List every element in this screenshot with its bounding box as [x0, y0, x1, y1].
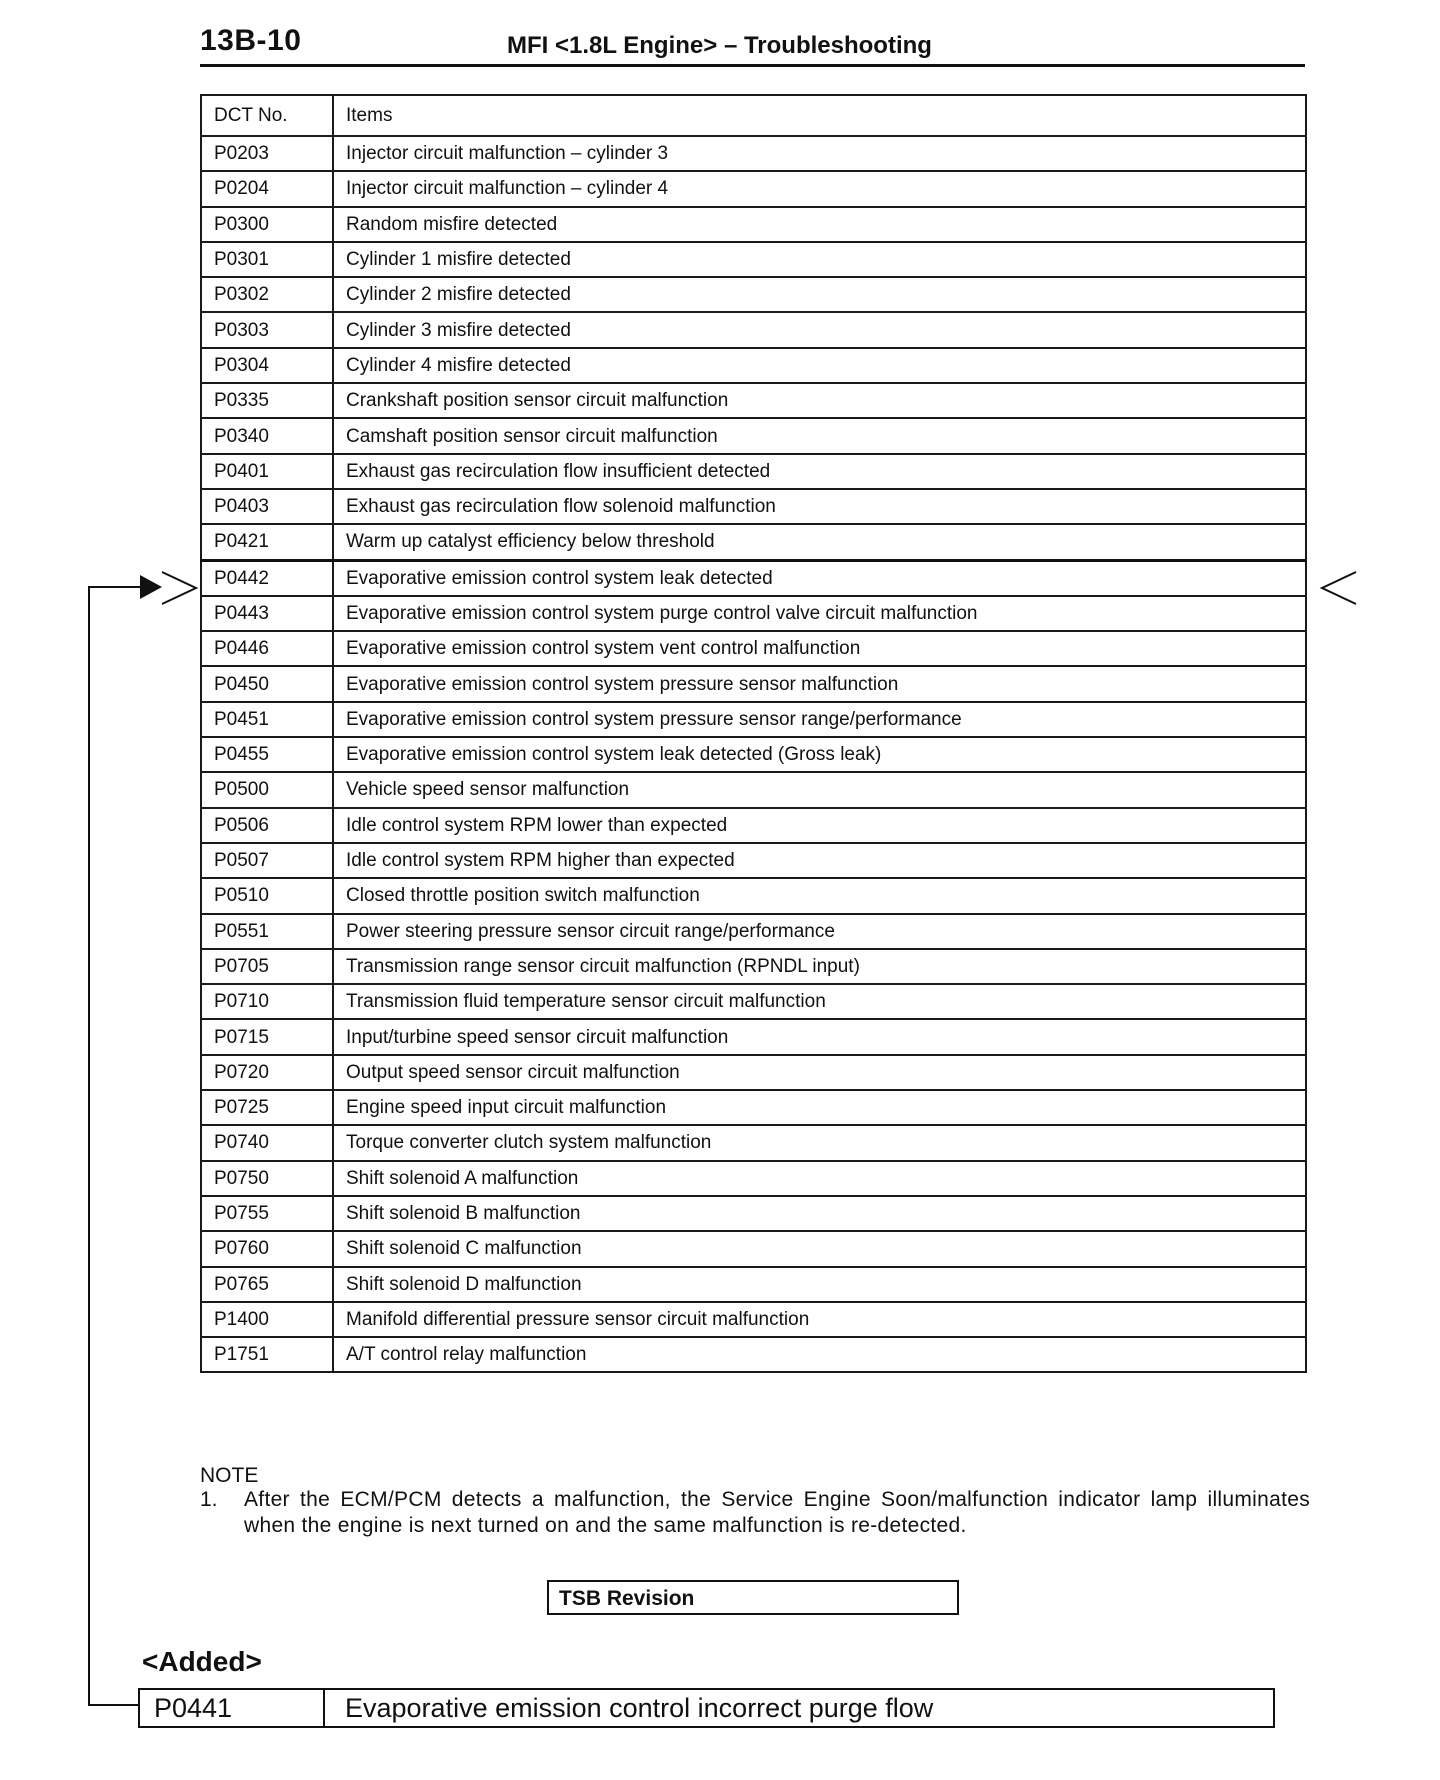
dtc-item: Evaporative emission control system pressure sensor malfunction — [333, 666, 1306, 701]
dtc-item: Evaporative emission control system leak detected — [333, 560, 1306, 596]
dtc-item: Exhaust gas recirculation flow solenoid malfunction — [333, 489, 1306, 524]
dtc-item: Shift solenoid B malfunction — [333, 1196, 1306, 1231]
dtc-item: Power steering pressure sensor circuit range/performance — [333, 914, 1306, 949]
dtc-code: P0443 — [201, 596, 333, 631]
table-row — [201, 737, 1306, 772]
table-row — [201, 383, 1306, 418]
dtc-code: P0765 — [201, 1267, 333, 1302]
dtc-code: P0335 — [201, 383, 333, 418]
dtc-item: Evaporative emission control system leak detected (Gross leak) — [333, 737, 1306, 772]
table-row — [201, 1090, 1306, 1125]
note-paragraph — [200, 1487, 1310, 1539]
dtc-item: Crankshaft position sensor circuit malfunction — [333, 383, 1306, 418]
dtc-item: Exhaust gas recirculation flow insufficient detected — [333, 454, 1306, 489]
dtc-item: A/T control relay malfunction — [333, 1337, 1306, 1372]
dtc-code: P0203 — [201, 136, 333, 171]
dtc-item: Transmission range sensor circuit malfunction (RPNDL input) — [333, 949, 1306, 984]
dtc-item: Torque converter clutch system malfunction — [333, 1125, 1306, 1160]
table-row — [201, 207, 1306, 242]
dtc-item: Evaporative emission control system vent control malfunction — [333, 631, 1306, 666]
table-row — [201, 1161, 1306, 1196]
table-row — [201, 808, 1306, 843]
dtc-item: Shift solenoid C malfunction — [333, 1231, 1306, 1266]
dtc-code: P0710 — [201, 984, 333, 1019]
dtc-code: P0740 — [201, 1125, 333, 1160]
note-number: 1. — [200, 1488, 218, 1511]
dtc-item: Idle control system RPM lower than expected — [333, 808, 1306, 843]
dtc-code: P0551 — [201, 914, 333, 949]
table-row — [201, 524, 1306, 560]
dtc-item: Closed throttle position switch malfunction — [333, 878, 1306, 913]
page-number: 13B-10 — [200, 24, 302, 57]
dtc-code: P0705 — [201, 949, 333, 984]
dtc-item: Idle control system RPM higher than expected — [333, 843, 1306, 878]
table-row — [201, 702, 1306, 737]
dtc-item: Evaporative emission control system purge control valve circuit malfunction — [333, 596, 1306, 631]
dtc-item: Evaporative emission control system pressure sensor range/performance — [333, 702, 1306, 737]
dtc-item: Cylinder 2 misfire detected — [333, 277, 1306, 312]
connector-line-bottom — [88, 1704, 140, 1706]
table-row-marked — [201, 560, 1306, 596]
dtc-item: Shift solenoid A malfunction — [333, 1161, 1306, 1196]
table-row — [201, 1019, 1306, 1054]
connector-line-vertical — [88, 586, 90, 1706]
dtc-code: P0300 — [201, 207, 333, 242]
dtc-code: P0303 — [201, 312, 333, 347]
dtc-code: P1751 — [201, 1337, 333, 1372]
added-code: P0441 — [140, 1690, 325, 1726]
table-row — [201, 136, 1306, 171]
table-row — [201, 454, 1306, 489]
dtc-code: P0715 — [201, 1019, 333, 1054]
dtc-item: Output speed sensor circuit malfunction — [333, 1055, 1306, 1090]
dtc-item: Cylinder 3 misfire detected — [333, 312, 1306, 347]
table-row — [201, 312, 1306, 347]
dtc-code: P0302 — [201, 277, 333, 312]
dtc-table — [200, 94, 1307, 1373]
dtc-code: P0401 — [201, 454, 333, 489]
dtc-code: P0760 — [201, 1231, 333, 1266]
note-title: NOTE — [200, 1464, 259, 1487]
table-row — [201, 242, 1306, 277]
table-row — [201, 1267, 1306, 1302]
column-header-items: Items — [333, 95, 1306, 136]
dtc-code: P0455 — [201, 737, 333, 772]
page-title: MFI <1.8L Engine> – Troubleshooting — [507, 32, 932, 59]
table-row — [201, 949, 1306, 984]
table-row — [201, 878, 1306, 913]
dtc-code: P1400 — [201, 1302, 333, 1337]
dtc-item: Injector circuit malfunction – cylinder 3 — [333, 136, 1306, 171]
table-row — [201, 1125, 1306, 1160]
table-row — [201, 171, 1306, 206]
dtc-code: P0204 — [201, 171, 333, 206]
table-row — [201, 984, 1306, 1019]
dtc-code: P0304 — [201, 348, 333, 383]
dtc-item: Cylinder 1 misfire detected — [333, 242, 1306, 277]
dtc-code: P0720 — [201, 1055, 333, 1090]
dtc-code: P0750 — [201, 1161, 333, 1196]
table-row — [201, 1055, 1306, 1090]
insert-marker-left-icon — [160, 570, 200, 606]
table-row — [201, 1196, 1306, 1231]
dtc-code: P0500 — [201, 772, 333, 807]
dtc-item: Manifold differential pressure sensor circuit malfunction — [333, 1302, 1306, 1337]
table-row — [201, 843, 1306, 878]
table-row — [201, 914, 1306, 949]
table-row — [201, 1231, 1306, 1266]
dtc-item: Engine speed input circuit malfunction — [333, 1090, 1306, 1125]
tsb-revision-box: TSB Revision — [547, 1580, 959, 1615]
dtc-code: P0725 — [201, 1090, 333, 1125]
dtc-item: Camshaft position sensor circuit malfunction — [333, 418, 1306, 453]
dtc-item: Vehicle speed sensor malfunction — [333, 772, 1306, 807]
dtc-code: P0340 — [201, 418, 333, 453]
column-header-code: DCT No. — [201, 95, 333, 136]
table-row — [201, 418, 1306, 453]
table-row — [201, 1302, 1306, 1337]
table-header-row — [201, 95, 1306, 136]
dtc-code: P0451 — [201, 702, 333, 737]
table-row — [201, 348, 1306, 383]
added-label: <Added> — [142, 1646, 262, 1677]
insert-marker-right-icon — [1318, 570, 1358, 606]
arrow-right-icon — [140, 575, 162, 599]
dtc-code: P0506 — [201, 808, 333, 843]
added-row — [138, 1688, 1275, 1728]
dtc-item: Shift solenoid D malfunction — [333, 1267, 1306, 1302]
dtc-code: P0450 — [201, 666, 333, 701]
dtc-item: Injector circuit malfunction – cylinder 4 — [333, 171, 1306, 206]
table-row — [201, 489, 1306, 524]
dtc-code: P0301 — [201, 242, 333, 277]
dtc-item: Transmission fluid temperature sensor circuit malfunction — [333, 984, 1306, 1019]
table-row — [201, 772, 1306, 807]
dtc-table-body — [201, 136, 1306, 1372]
dtc-code: P0421 — [201, 524, 333, 560]
added-item: Evaporative emission control incorrect purge flow — [345, 1693, 934, 1723]
header-rule — [200, 64, 1305, 67]
dtc-code: P0446 — [201, 631, 333, 666]
dtc-item: Input/turbine speed sensor circuit malfunction — [333, 1019, 1306, 1054]
table-row — [201, 666, 1306, 701]
table-row — [201, 277, 1306, 312]
dtc-code: P0507 — [201, 843, 333, 878]
dtc-item: Cylinder 4 misfire detected — [333, 348, 1306, 383]
dtc-code: P0442 — [201, 560, 333, 596]
table-row — [201, 1337, 1306, 1372]
dtc-code: P0755 — [201, 1196, 333, 1231]
dtc-item: Warm up catalyst efficiency below threshold — [333, 524, 1306, 560]
dtc-item: Random misfire detected — [333, 207, 1306, 242]
connector-line-top — [88, 586, 148, 588]
table-row — [201, 596, 1306, 631]
dtc-code: P0403 — [201, 489, 333, 524]
note-body: After the ECM/PCM detects a malfunction, the Service Engine Soon/malfunction indicator lamp illuminates when the engine is next turned on and the same malfunction is re-detected. — [244, 1488, 1310, 1537]
table-row — [201, 631, 1306, 666]
dtc-code: P0510 — [201, 878, 333, 913]
